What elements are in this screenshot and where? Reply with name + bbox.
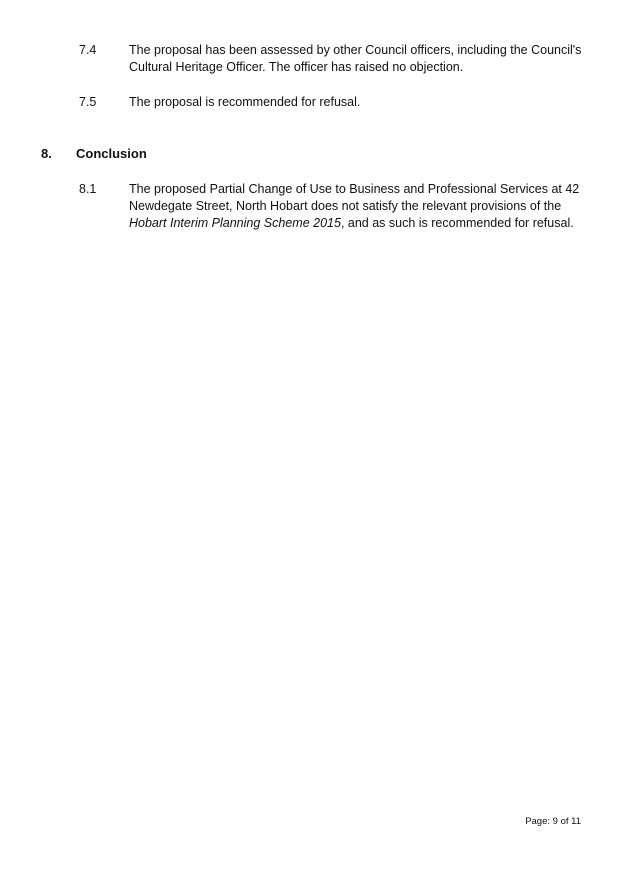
paragraph-line: Cultural Heritage Officer. The officer has raised no objection. [129, 60, 464, 74]
section-title: Conclusion [76, 146, 147, 161]
paragraph-number: 7.5 [79, 95, 97, 109]
paragraph-text [129, 94, 599, 111]
page-number: Page: 9 of 11 [525, 816, 581, 827]
planning-scheme-title: Hobart Interim Planning Scheme 2015 [129, 216, 341, 230]
paragraph-number: 8.1 [79, 182, 97, 196]
paragraph-line: The proposed Partial Change of Use to Business and Professional Services at 42 [129, 182, 580, 196]
paragraph-text [129, 42, 599, 76]
paragraph-line: Newdegate Street, North Hobart does not satisfy the relevant provisions of the [129, 199, 562, 213]
section-number: 8. [41, 146, 52, 161]
paragraph-line-rest: , and as such is recommended for refusal. [340, 216, 574, 230]
paragraph-line: The proposal is recommended for refusal. [129, 95, 361, 109]
paragraph-line: The proposal has been assessed by other Council officers, including the Council's [129, 43, 582, 57]
paragraph-number: 7.4 [79, 43, 97, 57]
paragraph-line [129, 215, 599, 232]
paragraph-text [129, 181, 599, 232]
